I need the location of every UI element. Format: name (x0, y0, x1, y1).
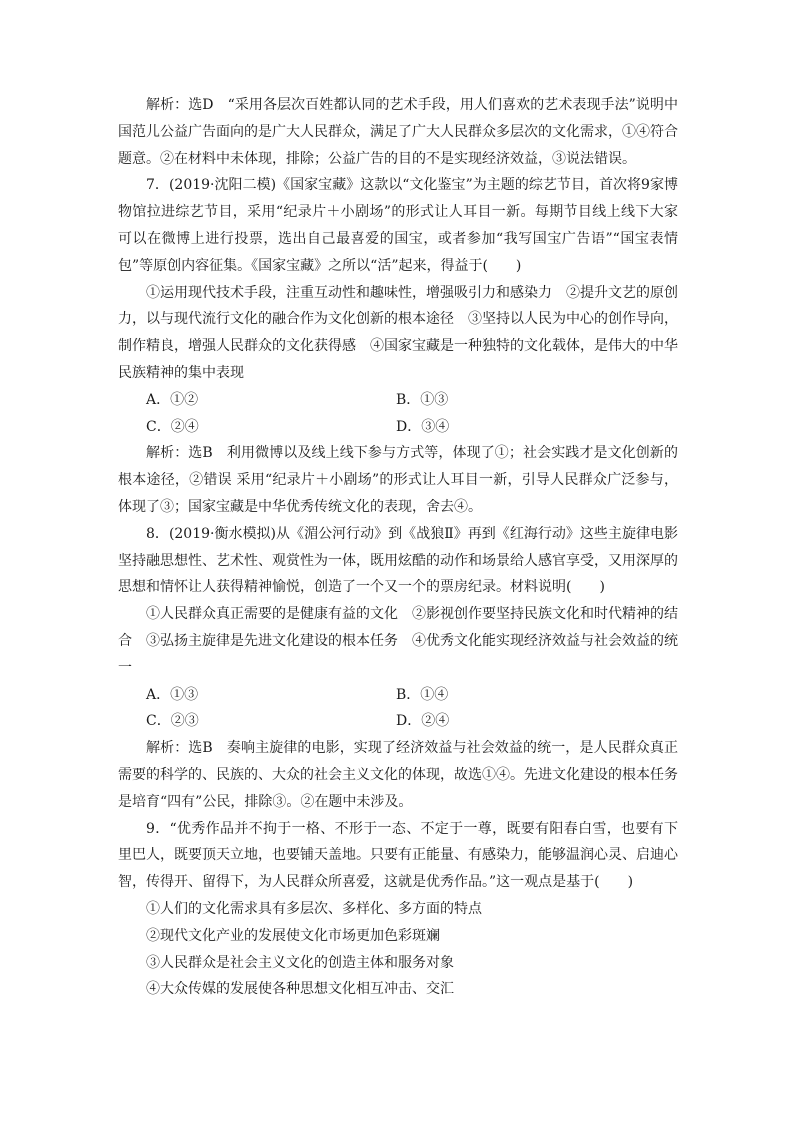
answer-7-analysis: 解析：选B 利用微博以及线上线下参与方式等，体现了①；社会实践才是文化创新的根本途径，②错误 采用“纪录片＋小剧场”的形式让人耳目一新，引导人民群众广泛参与，体现了③；国家宝藏是中华优秀传统文化的表现，舍去④。 (118, 445, 678, 515)
option-b: B．①④ (396, 686, 449, 703)
question-8-options-row-1 (118, 682, 678, 709)
question-8-options-row-2 (118, 708, 678, 735)
question-7-options-row-2 (118, 414, 678, 441)
question-9-item-1: ①人们的文化需求具有多层次、多样化、多方面的特点 (146, 900, 482, 917)
question-9-item-3: ③人民群众是社会主义文化的创造主体和服务对象 (146, 954, 454, 971)
option-b: B．①③ (396, 391, 449, 408)
question-7-stem: 7．(2019·沈阳二模)《国家宝藏》这款以“文化鉴宝”为主题的综艺节目，首次将9家博物馆拉进综艺节目，采用“纪录片＋小剧场”的形式让人耳目一新。每期节目线上线下大家可以在微博上进行投票，选出自己最喜爱的国宝，或者参加“我写国宝广告语”“国宝表情包”等原创内容征集。《国家宝藏》之所以“活”起来，得益于( ) (118, 177, 678, 274)
question-9-item-4: ④大众传媒的发展使各种思想文化相互冲击、交汇 (146, 981, 454, 998)
question-7-statements: ①运用现代技术手段，注重互动性和趣味性，增强吸引力和感染力 ②提升文艺的原创力，以与现代流行文化的融合作为文化创新的根本途径 ③坚持以人民为中心的创作导向，制作精良，增强人民群众的文化获得感 ④国家宝藏是一种独特的文化载体，是伟大的中华民族精神的集中表现 (118, 284, 678, 381)
answer-6-analysis: 解析：选D “采用各层次百姓都认同的艺术手段，用人们喜欢的艺术表现手法”说明中国范儿公益广告面向的是广大人民群众，满足了广大人民群众多层次的文化需求，①④符合题意。②在材料中未体现，排除；公益广告的目的不是实现经济效益，③说法错误。 (118, 97, 678, 167)
document-page (118, 92, 678, 1003)
option-a: A．①② (146, 391, 199, 408)
option-c: C．②④ (146, 418, 199, 435)
question-7-options-row-1 (118, 387, 678, 414)
option-d: D．③④ (396, 418, 450, 435)
option-d: D．②④ (396, 713, 450, 730)
question-9-stem: 9．“优秀作品并不拘于一格、不形于一态、不定于一尊，既要有阳春白雪，也要有下里巴人，既要顶天立地，也要铺天盖地。只要有正能量、有感染力，能够温润心灵、启迪心智，传得开、留得下，为人民群众所喜爱，这就是优秀作品。”这一观点是基于( ) (118, 820, 678, 891)
question-8-statements: ①人民群众真正需要的是健康有益的文化 ②影视创作要坚持民族文化和时代精神的结合 ③弘扬主旋律是先进文化建设的根本任务 ④优秀文化能实现经济效益与社会效益的统一 (118, 606, 678, 676)
answer-8-analysis: 解析：选B 奏响主旋律的电影，实现了经济效益与社会效益的统一，是人民群众真正需要的科学的、民族的、大众的社会主义文化的体现，故选①④。先进文化建设的根本任务是培育“四有”公民，排除③。②在题中未涉及。 (118, 740, 678, 810)
option-a: A．①③ (146, 686, 199, 703)
question-9-item-2: ②现代文化产业的发展使文化市场更加色彩斑斓 (146, 927, 440, 944)
option-c: C．②③ (146, 713, 199, 730)
question-8-stem: 8．(2019·衡水模拟)从《湄公河行动》到《战狼Ⅱ》再到《红海行动》这些主旋律电影坚持融思想性、艺术性、观赏性为一体，既用炫酷的动作和场景给人感官享受，又用深厚的思想和情怀让人获得精神愉悦，创造了一个又一个的票房纪录。材料说明( ) (118, 525, 678, 596)
